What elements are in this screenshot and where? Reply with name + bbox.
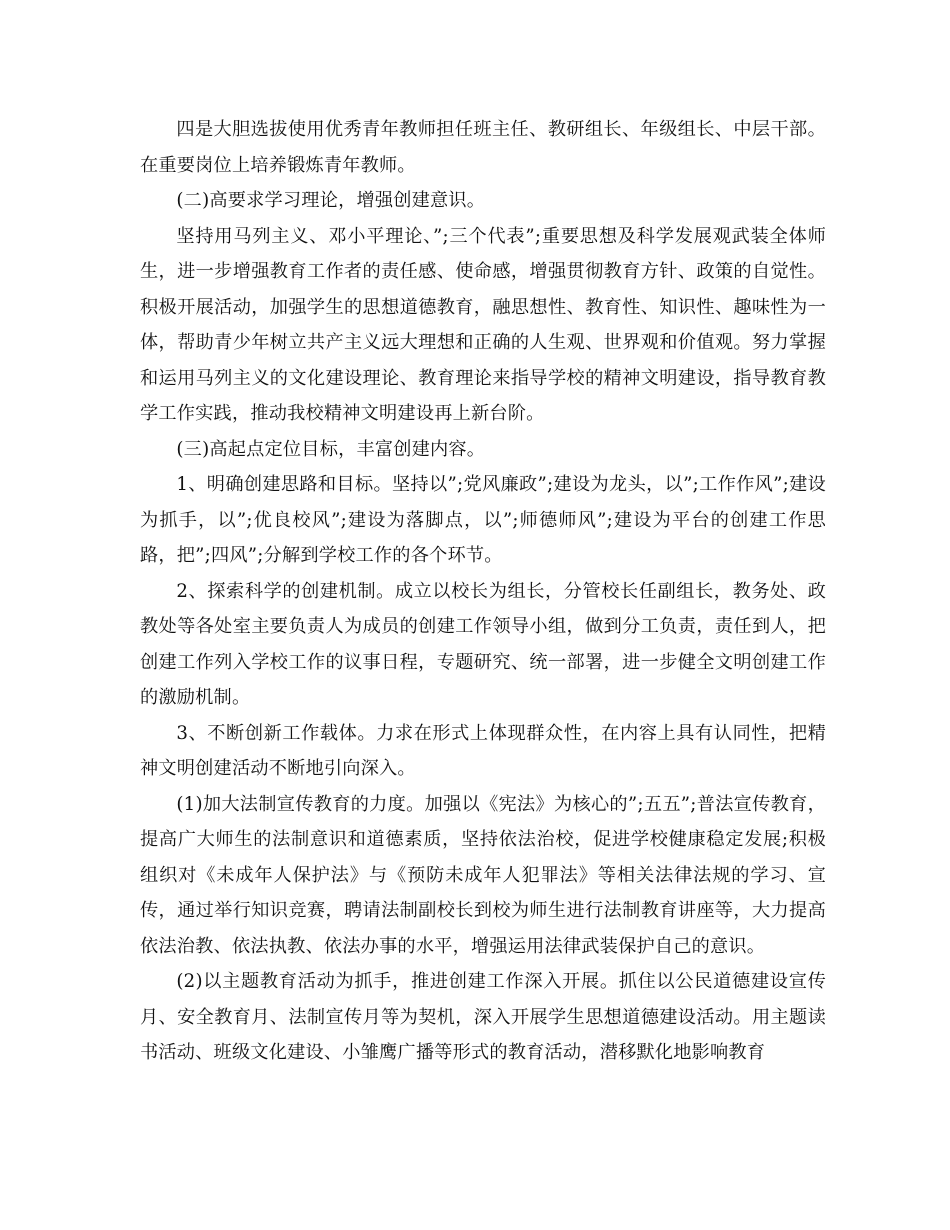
paragraph-item-1: 1、明确创建思路和目标。坚持以”;党风廉政”;建设为龙头，以”;工作作风”;建设为抓手，以”;优良校风”;建设为落脚点，以”;师德师风”;建设为平台的创建工作思路，把”;四风”;分解到学校工作的各个环节。 bbox=[140, 474, 826, 566]
paragraph-theory-study: 坚持用马列主义、邓小平理论、”;三个代表”;重要思想及科学发展观武装全体师生，进一步增强教育工作者的责任感、使命感，增强贯彻教育方针、政策的自觉性。积极开展活动，加强学生的思想道德教育，融思想性、教育性、知识性、趣味性为一体，帮助青少年树立共产主义远大理想和正确的人生观、世界观和价值观。努力掌握和运用马列主义的文化建设理论、教育理论来指导学校的精神文明建设，指导教育教学工作实践，推动我校精神文明建设再上新台阶。 bbox=[140, 225, 826, 424]
paragraph-young-teachers: 四是大胆选拔使用优秀青年教师担任班主任、教研组长、年级组长、中层干部。在重要岗位上培养锻炼青年教师。 bbox=[140, 119, 826, 176]
paragraph-subitem-2: (2)以主题教育活动为抓手，推进创建工作深入开展。抓住以公民道德建设宣传月、安全教育月、法制宣传月等为契机，深入开展学生思想道德建设活动。用主题读书活动、班级文化建设、小雏鹰广播等形式的教育活动，潜移默化地影响教育 bbox=[140, 971, 826, 1063]
paragraph-item-3: 3、不断创新工作载体。力求在形式上体现群众性，在内容上具有认同性，把精神文明创建活动不断地引向深入。 bbox=[140, 722, 826, 779]
heading-goal-positioning: (三)高起点定位目标，丰富创建内容。 bbox=[176, 438, 486, 460]
document-body bbox=[140, 112, 826, 1071]
paragraph-item-2: 2、探索科学的创建机制。成立以校长为组长，分管校长任副组长，教务处、政教处等各处室主要负责人为成员的创建工作领导小组，做到分工负责，责任到人，把创建工作列入学校工作的议事日程，专题研究、统一部署，进一步健全文明创建工作的激励机制。 bbox=[140, 580, 826, 708]
paragraph-subitem-1: (1)加大法制宣传教育的力度。加强以《宪法》为核心的”;五五”;普法宣传教育，提高广大师生的法制意识和道德素质，坚持依法治校，促进学校健康稳定发展;积极组织对《未成年人保护法》与《预防未成年人犯罪法》等相关法律法规的学习、宣传，通过举行知识竞赛，聘请法制副校长到校为师生进行法制教育讲座等，大力提高依法治教、依法执教、依法办事的水平，增强运用法律武装保护自己的意识。 bbox=[140, 793, 826, 957]
heading-theory-study: (二)高要求学习理论，增强创建意识。 bbox=[176, 190, 486, 211]
